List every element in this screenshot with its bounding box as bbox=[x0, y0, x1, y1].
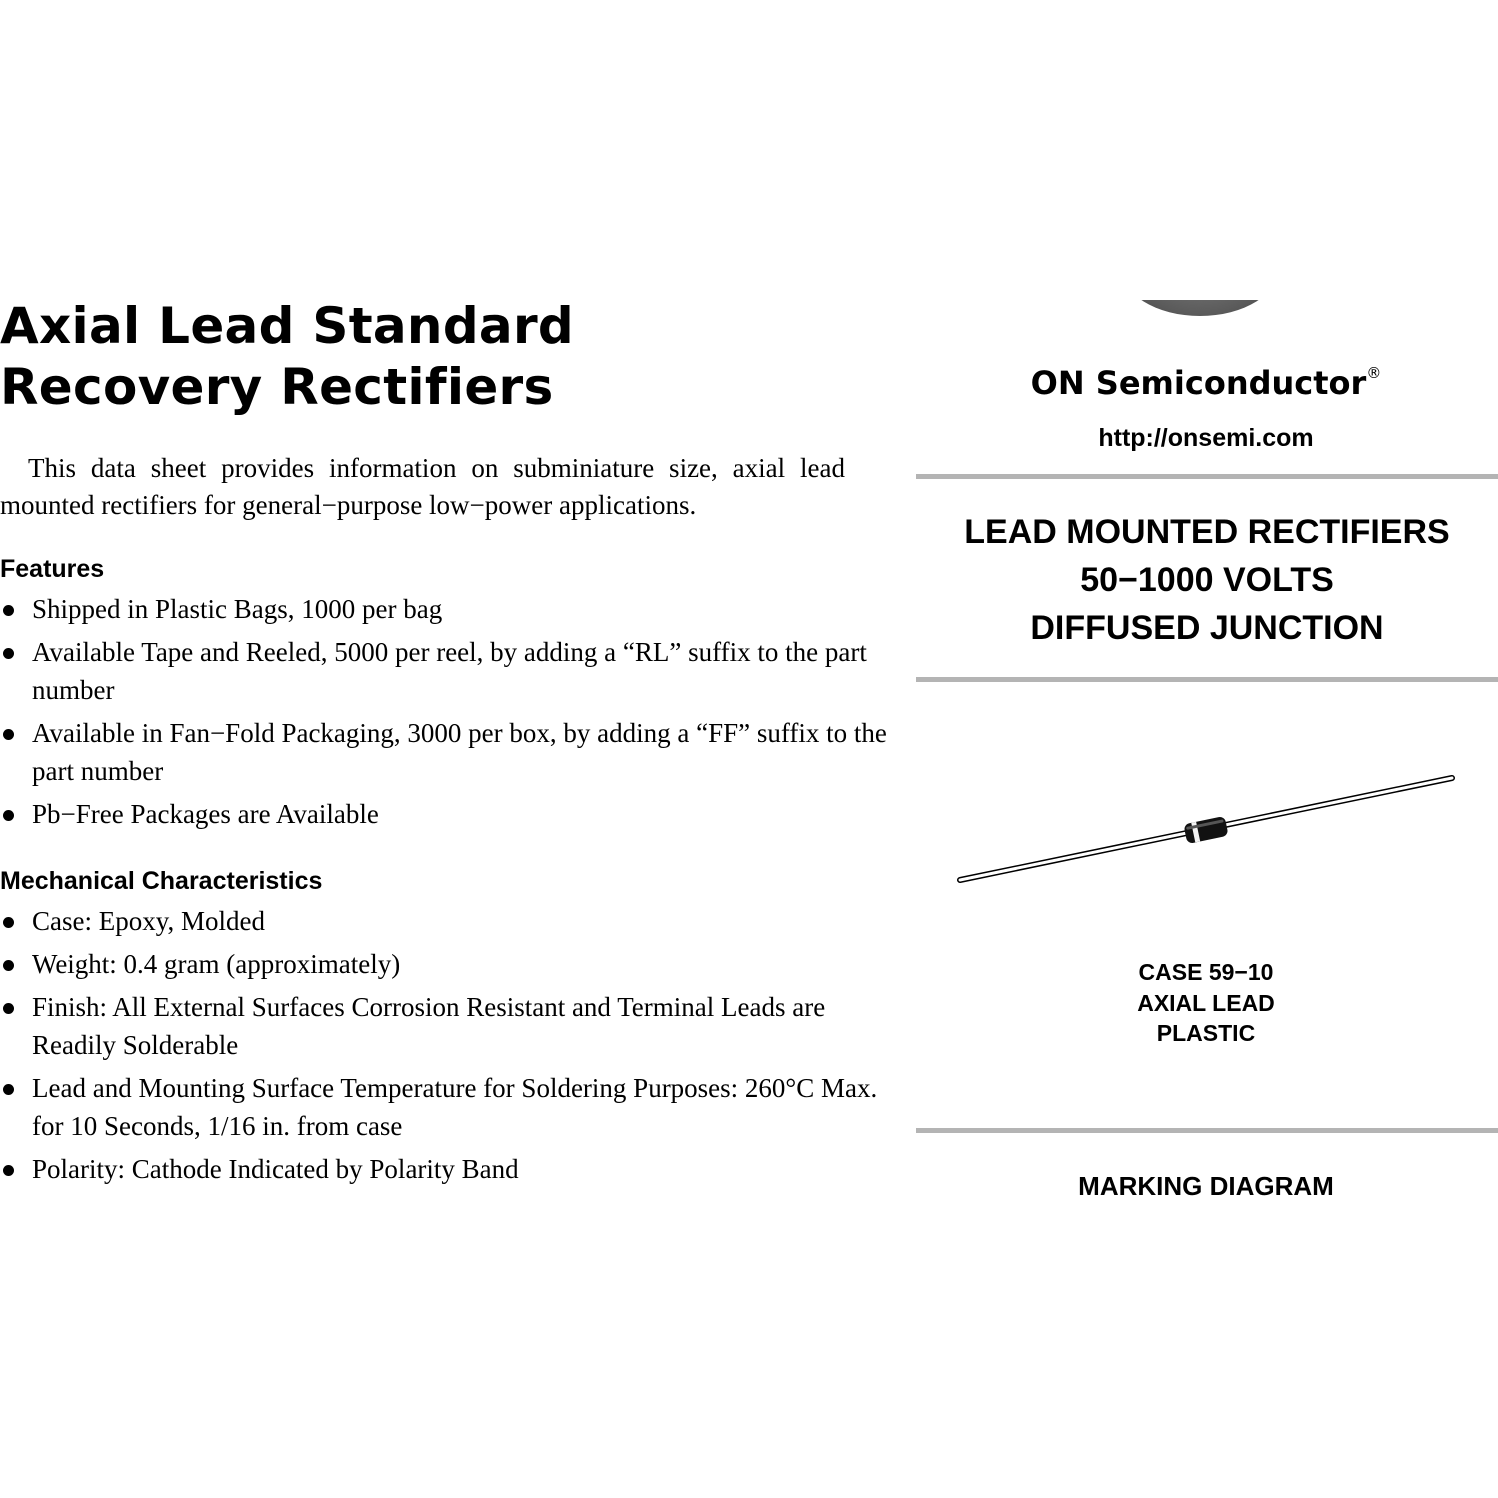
feature-item bbox=[0, 633, 892, 709]
bullet-icon bbox=[3, 648, 14, 659]
bullet-icon bbox=[3, 960, 14, 971]
mechanical-item bbox=[0, 1069, 892, 1145]
main-content bbox=[0, 296, 900, 1193]
feature-item-text: Shipped in Plastic Bags, 1000 per bag bbox=[32, 594, 443, 624]
page-title-line-2: Recovery Rectifiers bbox=[0, 358, 554, 416]
logo-disc bbox=[1120, 300, 1280, 316]
feature-item bbox=[0, 590, 892, 628]
bullet-icon bbox=[3, 917, 14, 928]
features-list bbox=[0, 590, 900, 833]
mechanical-item bbox=[0, 1150, 892, 1188]
registered-mark: ® bbox=[1366, 364, 1382, 382]
bullet-icon bbox=[3, 605, 14, 616]
mechanical-item-text: Lead and Mounting Surface Temperature for Soldering Purposes: 260°C Max. for 10 Seconds, 1/16 in. from case bbox=[32, 1073, 878, 1141]
divider bbox=[916, 677, 1498, 682]
feature-item-text: Available in Fan−Fold Packaging, 3000 per box, by adding a “FF” suffix to the part number bbox=[32, 718, 887, 786]
mechanical-item bbox=[0, 945, 892, 983]
features-heading: Features bbox=[0, 555, 105, 583]
feature-item-text: Pb−Free Packages are Available bbox=[32, 799, 379, 829]
case-info-line-1: CASE 59−10 bbox=[1138, 959, 1274, 985]
brand-name-text: ON Semiconductor bbox=[1030, 364, 1367, 402]
mechanical-heading: Mechanical Characteristics bbox=[0, 867, 323, 895]
case-info-line-2: AXIAL LEAD bbox=[1137, 989, 1275, 1016]
marking-diagram-heading: MARKING DIAGRAM bbox=[1078, 1171, 1334, 1201]
sidebar bbox=[916, 0, 1498, 1498]
bullet-icon bbox=[3, 729, 14, 740]
divider bbox=[916, 1128, 1498, 1133]
bullet-icon bbox=[3, 810, 14, 821]
feature-item bbox=[0, 795, 892, 833]
product-title-line-3: DIFFUSED JUNCTION bbox=[1030, 609, 1384, 647]
mechanical-item-text: Weight: 0.4 gram (approximately) bbox=[32, 949, 401, 979]
diode-body bbox=[1183, 816, 1228, 844]
page-title bbox=[0, 296, 900, 418]
axial-diode-icon bbox=[952, 768, 1462, 898]
mechanical-item bbox=[0, 902, 892, 940]
feature-item bbox=[0, 714, 892, 790]
feature-item-text: Available Tape and Reeled, 5000 per reel, by adding a “RL” suffix to the part number bbox=[32, 637, 867, 705]
intro-paragraph: This data sheet provides information on subminiature size, axial lead mounted rectifiers for general−purpose low−power applications. bbox=[0, 453, 845, 520]
case-info bbox=[916, 957, 1496, 1049]
mechanical-list bbox=[0, 902, 900, 1188]
on-semiconductor-logo-icon bbox=[1120, 300, 1280, 316]
mechanical-item bbox=[0, 988, 892, 1064]
website-link[interactable]: http://onsemi.com bbox=[1098, 424, 1314, 452]
mechanical-item-text: Polarity: Cathode Indicated by Polarity Band bbox=[32, 1154, 519, 1184]
divider bbox=[916, 474, 1498, 479]
bullet-icon bbox=[3, 1165, 14, 1176]
brand-name bbox=[916, 352, 1496, 404]
page-title-line-1: Axial Lead Standard bbox=[0, 297, 575, 355]
bullet-icon bbox=[3, 1084, 14, 1095]
product-title bbox=[916, 508, 1498, 652]
mechanical-item-text: Finish: All External Surfaces Corrosion Resistant and Terminal Leads are Readily Solderable bbox=[32, 992, 826, 1060]
bullet-icon bbox=[3, 1003, 14, 1014]
case-info-line-3: PLASTIC bbox=[1156, 1020, 1256, 1046]
product-title-line-2: 50−1000 VOLTS bbox=[1080, 561, 1334, 599]
product-title-line-1: LEAD MOUNTED RECTIFIERS bbox=[964, 513, 1450, 551]
mechanical-item-text: Case: Epoxy, Molded bbox=[32, 906, 265, 936]
